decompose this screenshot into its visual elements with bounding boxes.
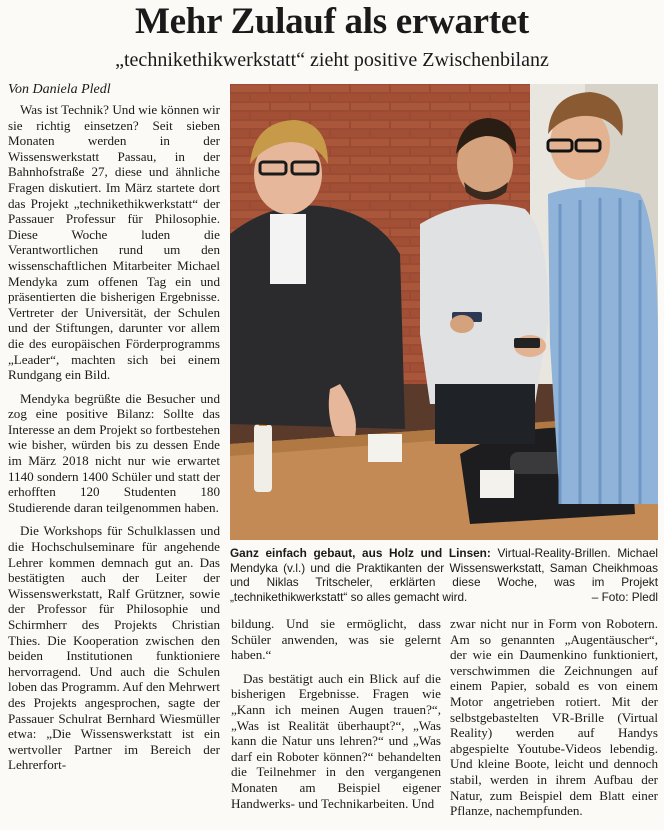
- caption-lead: Ganz einfach gebaut, aus Holz und Linsen:: [230, 546, 491, 560]
- article-column-middle: [231, 616, 441, 811]
- paragraph: Die Workshops für Schulklassen und die Hochschulseminare für angehende Lehrer kommen demnach gut an. Das bestätigten auch der Leiter der Wissenswerkstatt, Ralf Grützner, sowie der Professor für Philosophie und Schirmherr des Projekts Christian Thies. Die Kooperation zwischen den beiden Institutionen funktioniere hervorragend. Und auch die Schulen loben das Programm. Auf den Mehrwert des Projekts angesprochen, sagte der Passauer Schulrat Bernhard Wiesmüller etwa: „Die Wissenswerkstatt ist ein wertvoller Partner im Bereich der Lehrerfort-: [8, 523, 220, 773]
- article-photo: [230, 84, 658, 540]
- article-column-right: [450, 616, 658, 819]
- headline: Mehr Zulauf als erwartet: [135, 1, 529, 42]
- photo-caption: [230, 546, 658, 604]
- paragraph: zwar nicht nur in Form von Robotern. Am so genannten „Augentäuscher“, der wie ein Daumenkino funktioniert, verschwimmen die Zeichnungen auf einem Papier, sobald es von einem Motor angetrieben rotiert. Mit der selbstgebastelten VR-Brille (Virtual Reality) werden auf Handys abgespielte Youtube-Videos lebendig. Und kleine Boote, leicht und dennoch stabil, werden in ihrem Aufbau der Natur, zum Beispiel dem Blatt einer Pflanze, nachempfunden.: [450, 616, 658, 819]
- photo-credit: – Foto: Pledl: [591, 589, 658, 604]
- caption-text: Virtual-Reality-Brillen. Michael Mendyka (v.l.) und die Praktikanten der Wissenswerkstatt, Saman Cheikhmoas und Niklas Tritscheler, erklärten diese Woche, was im Projekt „technikethikwerkstatt“ so alles gemacht wird.: [230, 546, 659, 604]
- paragraph: Was ist Technik? Und wie können wir sie richtig einsetzen? Seit sieben Monaten werden in der Wissenswerkstatt Passau, in der Bahnhofstraße 27, diese und ähnliche Fragen diskutiert. Im März startete dort das Projekt „technikethikwerkstatt“ der Passauer Professur für Philosophie. Diese Woche luden die Verantwortlichen rund um den wissenschaftlichen Mitarbeiter Michael Mendyka zum offenen Tag ein und präsentierten die bisherigen Ergebnisse. Vertreter der Universität, der Schulen und der Stiftungen, darunter vor allem die des europäischen Förderprogramms „Leader“, machten sich bei einem Rundgang ein Bild.: [8, 102, 220, 383]
- paragraph: bildung. Und sie ermöglicht, dass Schüler anwenden, was sie gelernt haben.“: [231, 616, 441, 663]
- paragraph: Das bestätigt auch ein Blick auf die bisherigen Ergebnisse. Fragen wie „Kann ich meinen Augen trauen?“, „Was ist Realität überhaupt?“, „Was kann die Natur uns lehren?“ und „Was darf ein Roboter können?“ behandelten die Teilnehmer in den vergangenen Monaten am Beispiel eigener Handwerks- und Technikarbeiten. Und: [231, 670, 441, 811]
- byline: Von Daniela Pledl: [8, 82, 111, 97]
- article-column-left: [8, 102, 220, 773]
- paragraph: Mendyka begrüßte die Besucher und zog eine positive Bilanz: Sollte das Interesse an dem Projekt so fortbestehen wie bisher, würden bis zu dessen Ende im März 2018 nicht nur wie erwartet 1140 sondern 1400 Schüler und statt der erhofften 120 Studenten 180 Studierende daran teilgenommen haben.: [8, 390, 220, 515]
- subheadline: „technikethikwerkstatt“ zieht positive Zwischenbilanz: [115, 49, 549, 71]
